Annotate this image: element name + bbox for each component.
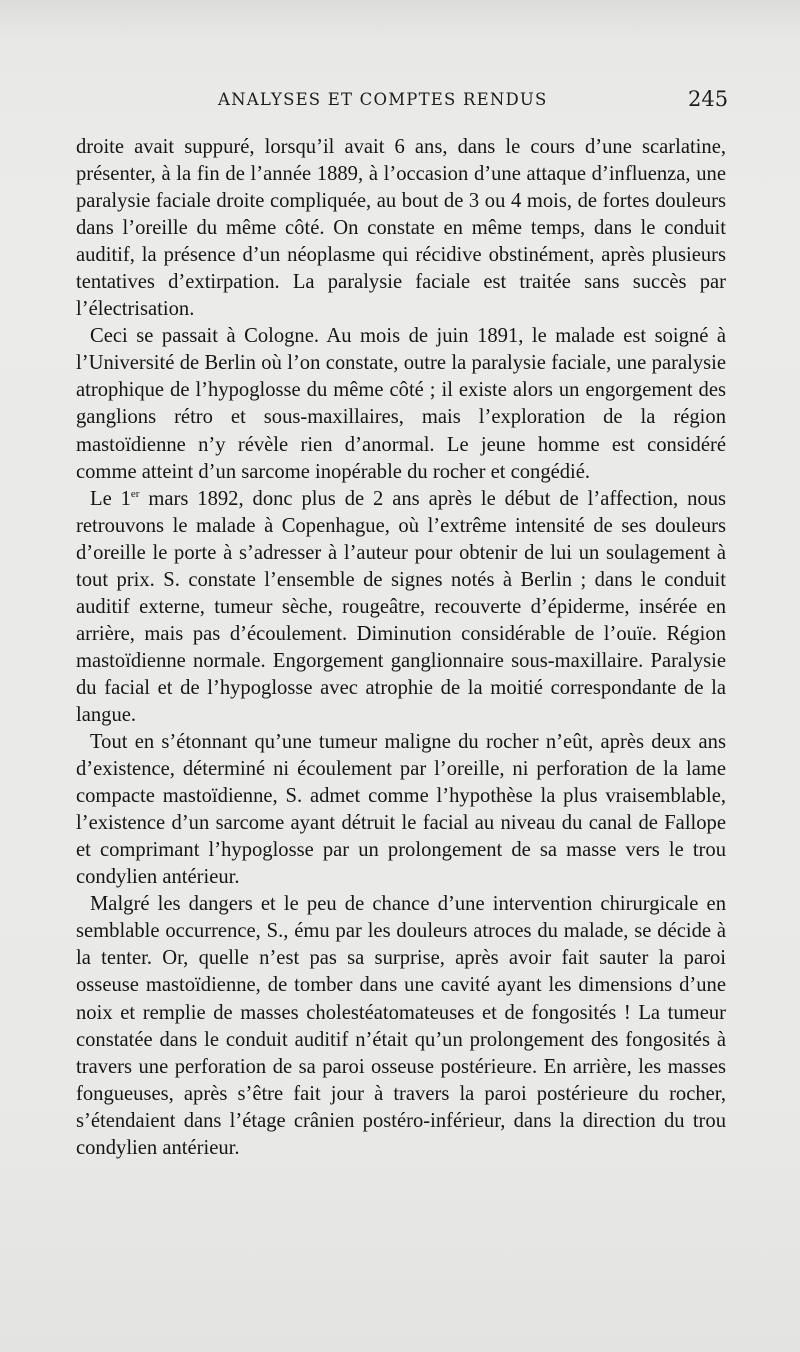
paragraph-1: droite avait suppuré, lorsqu’il avait 6 ans, dans le cours d’une scarlatine, présenter, à la fin de l’année 1889, à l’occasion d’une attaque d’influenza, une paralysie faciale droite compliquée, au bout de 3 ou 4 mois, de fortes douleurs dans l’oreille du même côté. On constate en même temps, dans le conduit auditif, la présence d’un néoplasme qui récidive obstinément, après plusieurs tentatives d’extirpation. La paralysie faciale est traitée sans succès par l’électrisation. (76, 136, 726, 321)
paragraph-4: Tout en s’étonnant qu’une tumeur maligne du rocher n’eût, après deux ans d’existence, déterminé ni écoulement par l’oreille, ni perforation de la lame compacte mastoïdienne, S. admet comme l’hypothèse la plus vraisemblable, l’existence d’un sarcome ayant détruit le facial au niveau du canal de Fallope et comprimant l’hypoglosse par un prolongement de sa masse vers le trou condylien antérieur. (76, 731, 726, 889)
paragraph-3 (76, 486, 726, 729)
body-text (76, 134, 726, 1162)
running-title: ANALYSES ET COMPTES RENDUS (218, 90, 548, 109)
page-number: 245 (688, 87, 729, 111)
paragraph-3-text: mars 1892, donc plus de 2 ans après le début de l’affection, nous retrouvons le malade à Copenhague, où l’extrême intensité de ses douleurs d’oreille le porte à s’adresser à l’auteur pour obtenir de lui un soulagement à tout prix. S. constate l’ensemble de signes notés à Berlin ; dans le conduit auditif externe, tumeur sèche, rougeâtre, recouverte d’épiderme, insérée en arrière, mais pas d’écoulement. Diminution considérable de l’ouïe. Région mastoïdienne normale. Engorgement ganglionnaire sous-maxillaire. Paralysie du facial et de l’hypoglosse avec atrophie de la moitié correspondante de la langue. (76, 487, 726, 726)
paragraph-2: Ceci se passait à Cologne. Au mois de juin 1891, le malade est soigné à l’Université de Berlin où l’on constate, outre la paralysie faciale, une paralysie atrophique de l’hypoglosse du même côté ; il existe alors un engorgement des ganglions rétro et sous-maxillaires, mais l’exploration de la région mastoïdienne n’y révèle rien d’anormal. Le jeune homme est considéré comme atteint d’un sarcome inopérable du rocher et congédié. (76, 325, 726, 483)
paragraph-3-superscript: er (130, 487, 140, 500)
paragraph-5: Malgré les dangers et le peu de chance d’une intervention chirurgicale en semblable occurrence, S., ému par les douleurs atroces du malade, se décide à la tenter. Or, quelle n’est pas sa surprise, après avoir fait sauter la paroi osseuse mastoïdienne, de tomber dans une cavité ayant les dimensions d’une noix et remplie de masses cholestéatomateuses et de fongosités ! La tumeur constatée dans le conduit auditif n’était qu’un prolongement des fongosités à travers une perforation de sa paroi osseuse postérieure. En arrière, les masses fongueuses, après s’être fait jour à travers la paroi postérieure du rocher, s’étendaient dans l’étage crânien postéro-inférieur, dans la direction du trou condylien antérieur. (76, 893, 726, 1159)
running-head (0, 87, 800, 114)
paragraph-3-lead: Le 1 (90, 487, 131, 510)
